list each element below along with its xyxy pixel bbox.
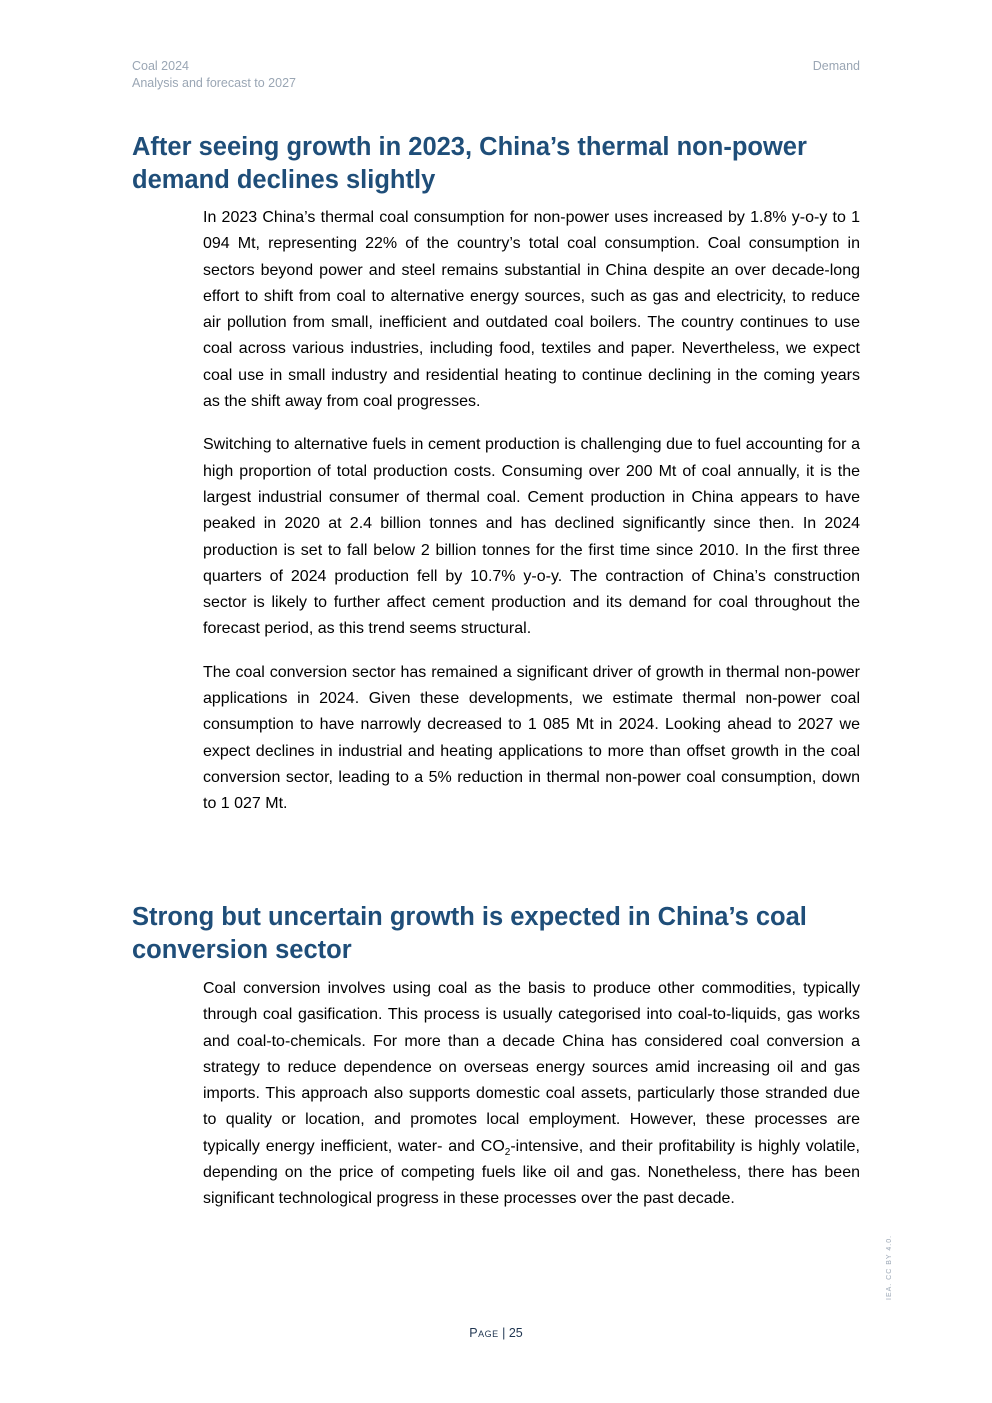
paragraph	[203, 976, 860, 1213]
paragraph-text: Coal conversion involves using coal as the basis to produce other commodities, typically through coal gasification. This process is usually categorised into coal-to-liquids, gas works and coal-to-chemicals. For more than a decade China has considered coal conversion a strategy to reduce dependence on overseas energy sources amid increasing oil and gas imports. This approach also supports domestic coal assets, particularly those stranded due to quality or location, and promotes local employment. However, these processes are typically energy inefficient, water- and CO	[203, 980, 860, 1155]
paragraph: The coal conversion sector has remained a significant driver of growth in thermal non-power applications in 2024. Given these developments, we estimate thermal non-power coal consumption to have narrowly decreased to 1 085 Mt in 2024. Looking ahead to 2027 we expect declines in industrial and heating applications to more than offset growth in the coal conversion sector, leading to a 5% reduction in thermal non-power coal consumption, down to 1 027 Mt.	[203, 663, 860, 813]
paragraph: Switching to alternative fuels in cement production is challenging due to fuel accounting for a high proportion of total production costs. Consuming over 200 Mt of coal annually, it is the largest industrial consumer of thermal coal. Cement production in China appears to have peaked in 2020 at 2.4 billion tonnes and has declined significantly since then. In 2024 production is set to fall below 2 billion tonnes for the first time since 2010. In the first three quarters of 2024 production fell by 10.7% y-o-y. The contraction of China’s construction sector is likely to further affect cement production and its demand for coal throughout the forecast period, as this trend seems structural.	[203, 436, 860, 638]
report-subtitle: Analysis and forecast to 2027	[132, 76, 296, 90]
report-title: Coal 2024	[132, 59, 189, 73]
section-heading-non-power: After seeing growth in 2023, China’s thermal non-power demand declines slightly	[132, 133, 807, 194]
page-footer	[0, 1326, 992, 1340]
subscript: 2	[504, 1146, 511, 1158]
license-mark: IEA. CC BY 4.0.	[886, 1234, 893, 1300]
page-number: 25	[508, 1326, 523, 1340]
page-separator: |	[498, 1326, 509, 1340]
paragraph: In 2023 China’s thermal coal consumption for non-power uses increased by 1.8% y-o-y to 1 094 Mt, representing 22% of the country’s total coal consumption. Coal consumption in sectors beyond power and steel remains substantial in China despite an over decade-long effort to shift from coal to alternative energy sources, such as gas and electricity, to reduce air pollution from small, inefficient and outdated coal boilers. The country continues to use coal across various industries, including food, textiles and paper. Nevertheless, we expect coal use in small industry and residential heating to continue declining in the coming years as the shift away from coal progresses.	[203, 209, 860, 411]
report-header	[132, 58, 296, 92]
section-label: Demand	[812, 59, 860, 73]
section-body-non-power	[203, 205, 860, 835]
section-heading-coal-conversion: Strong but uncertain growth is expected in China’s coal conversion sector	[132, 903, 807, 964]
section-body-coal-conversion	[203, 976, 860, 1230]
page-label: Page	[469, 1326, 499, 1340]
paragraph-text: -intensive, and their profitability is highly volatile, depending on the price of competing fuels like oil and gas. Nonetheless, there has been significant technological progress in these processes over the past decade.	[203, 1137, 861, 1208]
